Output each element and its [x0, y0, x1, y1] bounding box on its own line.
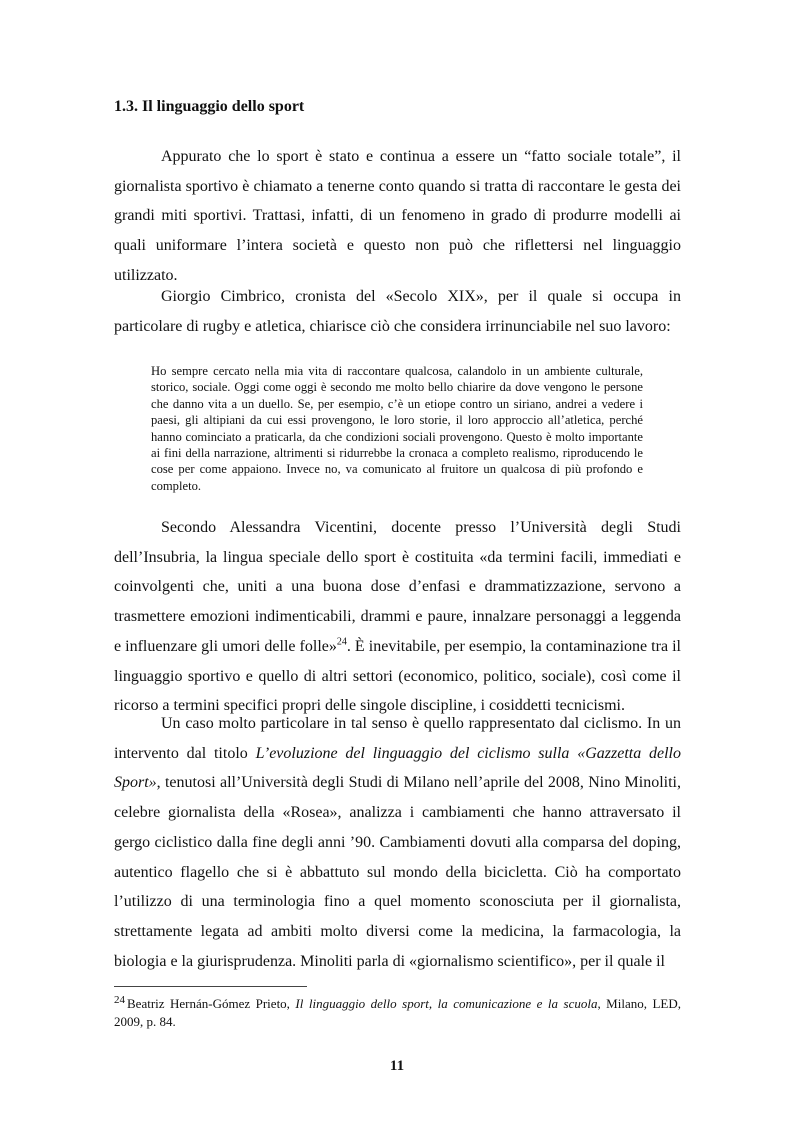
footnote-separator — [114, 986, 307, 987]
paragraph-4-text-after: , tenutosi all’Università degli Studi di Milano nell’aprile del 2008, Nino Minoliti, celebre giornalista della «Rosea», analizza i cambiamenti che hanno attraversato il gergo ciclistico dalla fine degli anni ’90. Cambiamenti dovuti alla comparsa del doping, autentico flagello che si è abbattuto sul mondo della bicicletta. Ciò ha comportato l’utilizzo di una terminologia fino a quel momento sconosciuta per il giornalista, strettamente legata ad ambiti molto diversi come la medicina, la farmacologia, la biologia e la giurisprudenza. Minoliti parla di «giornalismo scientifico», per il quale il — [114, 774, 681, 970]
paragraph-2-text: Giorgio Cimbrico, cronista del «Secolo XIX», per il quale si occupa in particolare di rugby e atletica, chiarisce ciò che considera irrinunciabile nel suo lavoro: — [114, 288, 681, 335]
paragraph-3 — [114, 513, 681, 721]
section-heading: 1.3. Il linguaggio dello sport — [114, 98, 305, 115]
paragraph-2 — [114, 282, 681, 341]
footnote-title: Il linguaggio dello sport, la comunicazione e la scuola — [295, 996, 598, 1011]
paragraph-1 — [114, 142, 681, 291]
footnote-reference[interactable]: 24 — [336, 636, 347, 648]
footnote-author: Beatriz Hernán-Gómez Prieto, — [127, 996, 296, 1011]
paragraph-3-text-before: Secondo Alessandra Vicentini, docente presso l’Università degli Studi dell’Insubria, la lingua speciale dello sport è costituita «da termini facili, immediati e coinvolgenti che, uniti a una buona dose d’enfasi e drammatizzazione, servono a trasmettere emozioni indimenticabili, drammi e paure, innalzare personaggi a leggenda e influenzare gli umori delle folle» — [114, 519, 681, 655]
paragraph-4-work-title: L’evoluzione del linguaggio del ciclismo sulla «Gazzetta dello Sport» — [114, 744, 681, 792]
paragraph-3-text-after: . È inevitabile, per esempio, la contaminazione tra il linguaggio sportivo e quello di altri settori (economico, politico, sociale), così come il ricorso a termini specifici propri delle singole discipline, i cosiddetti tecnicismi. — [114, 637, 682, 715]
block-quote: Ho sempre cercato nella mia vita di raccontare qualcosa, calandolo in un ambiente culturale, storico, sociale. Oggi come oggi è secondo me molto bello chiarire da dove vengono le persone che danno vita a un duello. Se, per esempio, c’è un etiope contro un siriano, andrei a vedere i paesi, gli altipiani da cui essi provengono, le loro storie, il loro approccio all’atletica, perché hanno cominciato a praticarla, da che condizioni sociali provengono. Questo è molto importante ai fini della narrazione, altrimenti si ridurrebbe la cronaca a completo realismo, riproducendo le cose per come appaiono. Invece no, va comunicato al fruitore un qualcosa di più profondo e completo. — [151, 364, 643, 493]
paragraph-4-text-before: Un caso molto particolare in tal senso è quello rappresentato dal ciclismo. In un intervento dal titolo — [114, 715, 681, 762]
footnote-number: 24 — [114, 993, 125, 1006]
page-number: 11 — [389, 1058, 405, 1074]
footnote — [114, 995, 681, 1031]
footnote-rest: , Milano, LED, 2009, p. 84. — [114, 996, 681, 1029]
paragraph-1-text: Appurato che lo sport è stato e continua a essere un “fatto sociale totale”, il giornalista sportivo è chiamato a tenerne conto quando si tratta di raccontare le gesta dei grandi miti sportivi. Trattasi, infatti, di un fenomeno in grado di produrre modelli ai quali uniformare l’intera società e questo non può che riflettersi nel linguaggio utilizzato. — [114, 148, 681, 284]
paragraph-4 — [114, 709, 681, 976]
